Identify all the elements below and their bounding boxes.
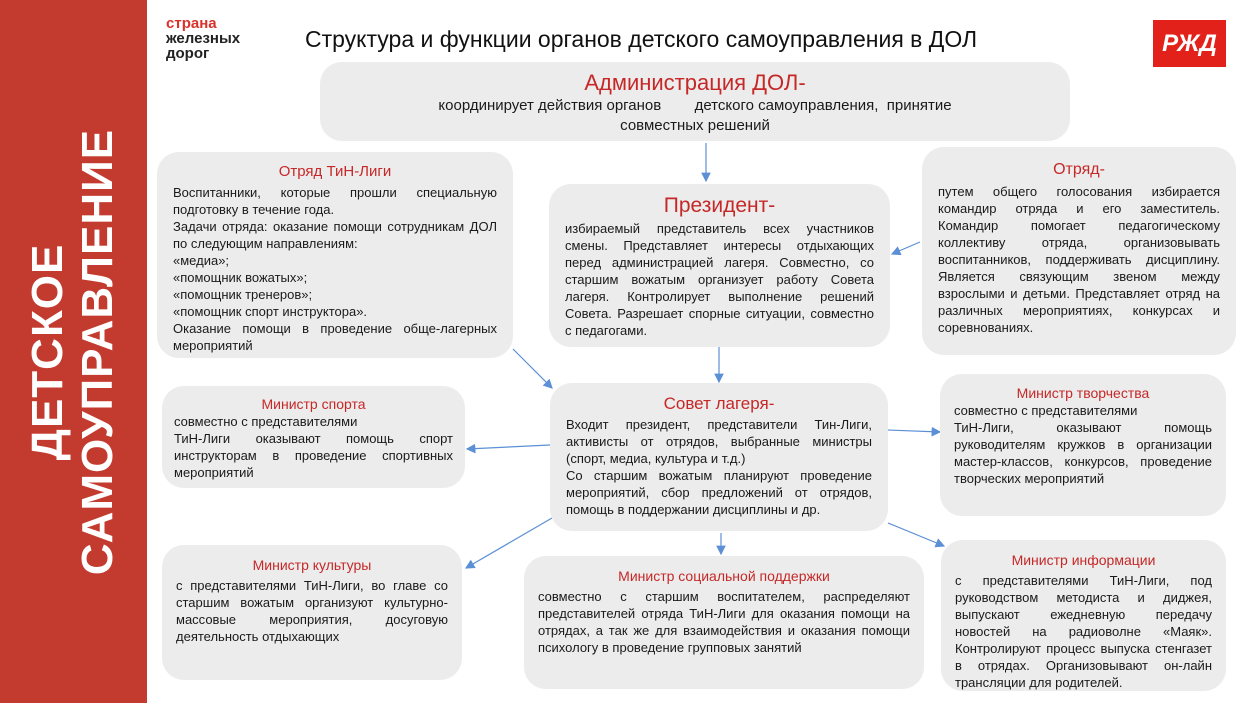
admin-text-line2: совместных решений xyxy=(620,117,770,134)
arrow-otryad-president xyxy=(892,242,920,254)
tinliga-title: Отряд ТиН-Лиги xyxy=(278,163,392,180)
info-box xyxy=(941,540,1226,691)
arrow-sovet-creative xyxy=(888,430,940,432)
arrow-sovet-info xyxy=(888,523,944,546)
arrow-tinliga-sovet xyxy=(513,349,552,388)
tinliga-box xyxy=(157,152,513,358)
company-logo: страна железных дорог xyxy=(166,15,241,62)
culture-title: Министр культуры xyxy=(252,557,372,573)
sovet-title: Совет лагеря- xyxy=(663,394,775,413)
otryad-text: путем общего голосования избирается командир отряда и его заместитель. Командир помогает педагогическому коллективу отряда, организовывать воспитанников, поддерживать дисциплину. Является связующим звеном между взрослыми и детьми. Представляет отряд на различных мероприятиях, конкурсах и соревнованиях. xyxy=(938,184,1220,335)
sport-box xyxy=(162,386,465,488)
admin-box xyxy=(320,62,1070,141)
sport-title: Министр спорта xyxy=(261,396,366,412)
info-text: с представителями ТиН-Лиги, под руководством методиста и диджея, выпускают ежедневную передачу новостей на радиоволне «Маяк». Контролируют процесс выпуска стенгазет в отрядах. Организовывают он-лайн трансляции для родителей. xyxy=(955,573,1212,690)
culture-text: с представителями ТиН-Лиги, во главе со старшим вожатым организуют культурно-массовые мероприятия, досуговую деятельность отдыхающих xyxy=(176,578,448,644)
sovet-text: Входит президент, представители Тин-Лиги, активисты от отрядов, выбранные министры (спорт, медиа, культура и т.д.) Со старшим вожатым планируют проведение мероприятий, сбор предложений от отрядов, помощь в поддержании дисциплины и др. xyxy=(566,417,872,517)
info-title: Министр информации xyxy=(1011,552,1156,568)
creative-box xyxy=(940,374,1226,516)
page-title: Структура и функции органов детского самоуправления в ДОЛ xyxy=(305,26,978,52)
social-box xyxy=(524,556,924,689)
otryad-title: Отряд- xyxy=(1053,161,1105,178)
otryad-box xyxy=(922,147,1236,355)
arrow-sovet-sport xyxy=(467,445,550,449)
culture-box xyxy=(162,545,462,680)
sidebar-title: ДЕТСКОЕ САМОУПРАВЛЕНИЕ xyxy=(23,128,122,576)
rzd-logo: РЖД xyxy=(1153,20,1226,67)
admin-title: Администрация ДОЛ- xyxy=(584,70,806,95)
tinliga-text: Воспитанники, которые прошли специальную подготовку в течение года. Задачи отряда: оказание помощи сотрудникам ДОЛ по следующим направлениям: «медиа»; «помощник вожатых»; «помощник тренеров»; «помощник спорт инструктора». Оказание помощи в проведение обще-лагерных мероприятий xyxy=(173,185,497,353)
social-title: Министр социальной поддержки xyxy=(618,568,830,584)
creative-title: Министр творчества xyxy=(1016,385,1150,401)
president-box xyxy=(549,184,890,347)
president-title: Президент- xyxy=(663,194,776,217)
creative-text: совместно с представителями ТиН-Лиги, оказывают помощь руководителям кружков в организации мастер-классов, конкурсов, проведение творческих мероприятий xyxy=(954,403,1212,486)
social-text: совместно с старшим воспитателем, распределяют представителей отряда ТиН-Лиги для оказания помощи на отрядах, а так же для взаимодействия и оказания помощи психологу в проведение групповых занятий xyxy=(538,589,910,655)
sport-text: совместно с представителями ТиН-Лиги оказывают помощь спорт инструкторам в проведение спортивных мероприятий xyxy=(174,414,453,480)
sovet-box xyxy=(550,383,888,531)
president-text: избираемый представитель всех участников смены. Представляет интересы отдыхающих перед администрацией лагеря. Совместно, со старшим вожатым организует работу Совета лагеря. Контролирует выполнение решений Совета. Разрешает спорные ситуации, совместно с педагогами. xyxy=(565,221,874,338)
admin-text-line1: координирует действия органов детского самоуправления, принятие xyxy=(438,97,952,114)
